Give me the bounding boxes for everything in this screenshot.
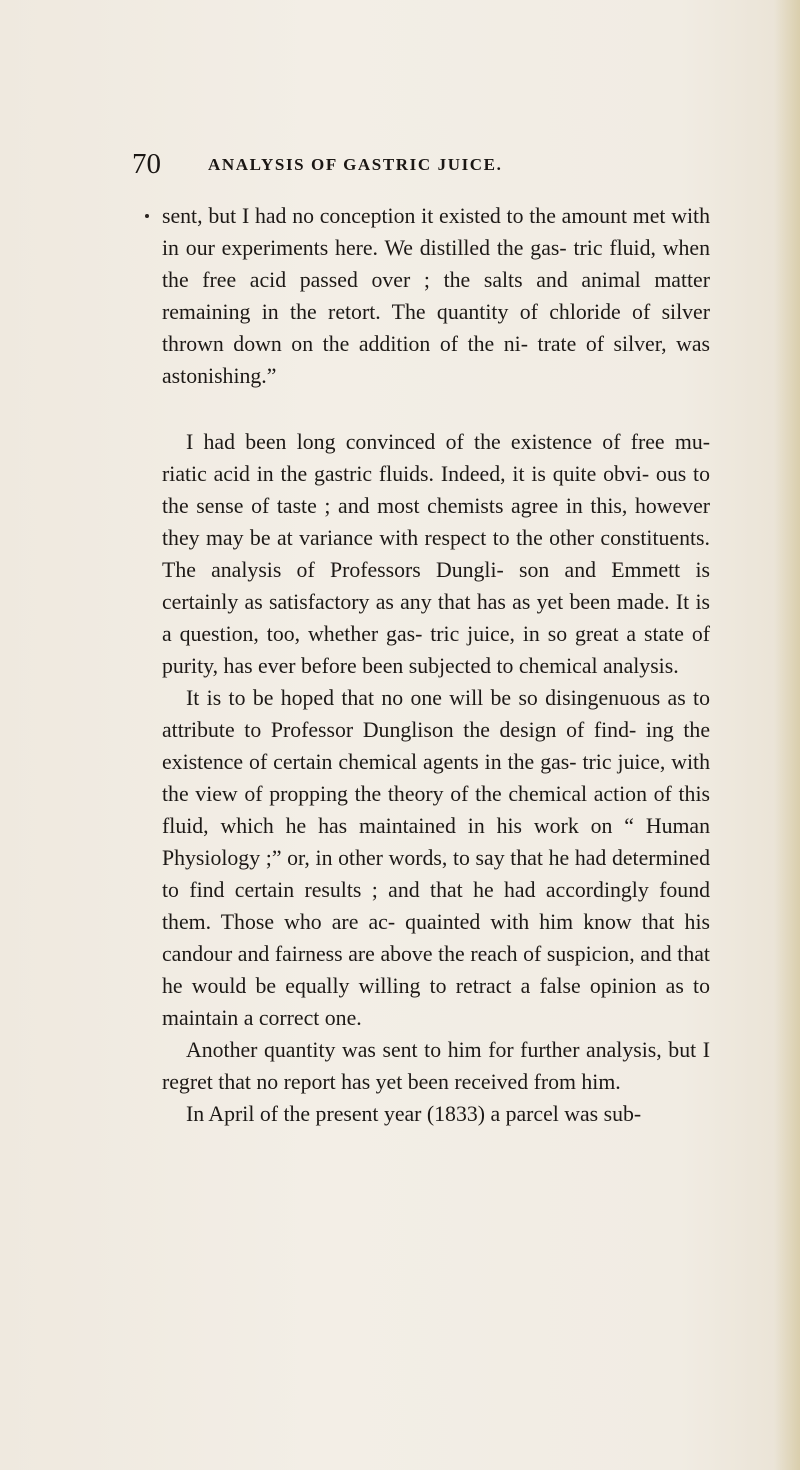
page-edge-shadow xyxy=(774,0,800,1470)
body-text xyxy=(162,200,710,1130)
paragraph-2: I had been long convinced of the existence of free mu- riatic acid in the gastric fluids. Indeed, it is quite obvi- ous to the sense of taste ; and most chemists agree in this, however they may be at variance with respect to the other constituents. The analysis of Professors Dungli- son and Emmett is certainly as satisfactory as any that has as yet been made. It is a question, too, whether gas- tric juice, in so great a state of purity, has ever before been subjected to chemical analysis. xyxy=(162,430,710,678)
paragraph-3: It is to be hoped that no one will be so disingenuous as to attribute to Professor Dunglison the design of find- ing the existence of certain chemical agents in the gas- tric juice, with the view of propping the theory of the chemical action of this fluid, which he has maintained in his work on “ Human Physiology ;” or, in other words, to say that he had determined to find certain results ; and that he had accordingly found them. Those who are ac- quainted with him know that his candour and fairness are above the reach of suspicion, and that he would be equally willing to retract a false opinion as to maintain a correct one. xyxy=(162,686,710,1030)
running-head: ANALYSIS OF GASTRIC JUICE. xyxy=(208,155,503,174)
margin-speck xyxy=(145,214,149,218)
paragraph-5: In April of the present year (1833) a parcel was sub- xyxy=(186,1102,642,1126)
paragraph-4: Another quantity was sent to him for further analysis, but I regret that no report has yet been received from him. xyxy=(162,1038,710,1094)
page-header xyxy=(132,146,672,182)
page-number: 70 xyxy=(132,148,161,180)
paragraph-1: sent, but I had no conception it existed to the amount met with in our experiments here. We distilled the gas- tric fluid, when the free acid passed over ; the salts and animal matter remaining in the retort. The quantity of chloride of silver thrown down on the addition of the ni- trate of silver, was astonishing.” xyxy=(162,204,710,388)
